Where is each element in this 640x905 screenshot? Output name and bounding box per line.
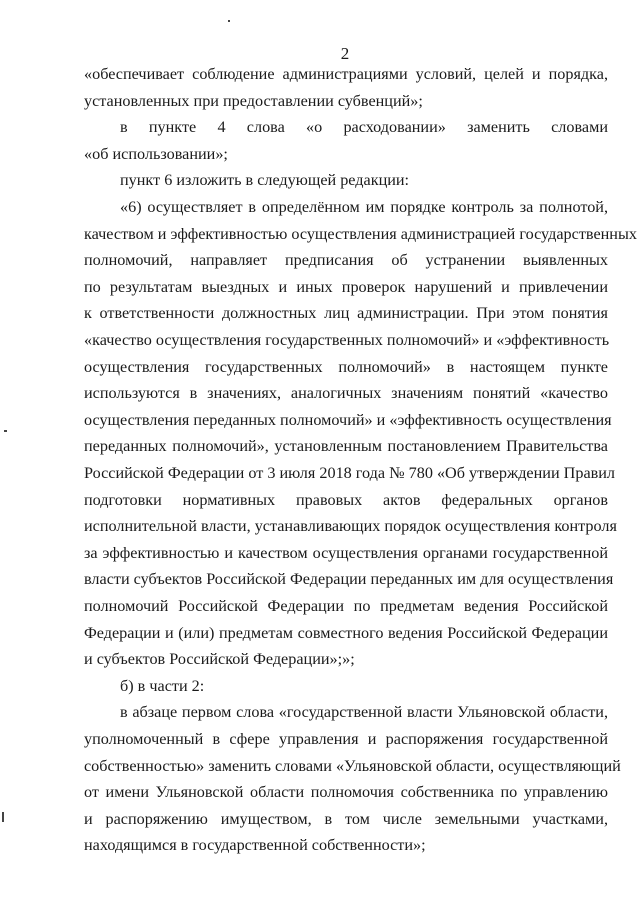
text-line: «6) осуществляет в определённом им порядке контроль за полнотой, <box>120 198 608 216</box>
text-line: полномочий Российской Федерации по предметам ведения Российской <box>84 597 608 615</box>
text-line: уполномоченный в сфере управления и распоряжения государственной <box>84 730 608 748</box>
text-line: и субъектов Российской Федерации»;»; <box>84 650 355 669</box>
text-line: «об использовании»; <box>84 144 228 163</box>
text-line: и распоряжению имуществом, в том числе земельными участками, <box>84 809 608 828</box>
text-line: качеством и эффективностью осуществления администрацией государственных <box>84 224 637 243</box>
text-line: подготовки нормативных правовых актов федеральных органов <box>84 490 608 509</box>
text-line: пункт 6 изложить в следующей редакции: <box>120 171 410 190</box>
text-line: в абзаце первом слова «государственной власти Ульяновской области, <box>120 703 608 722</box>
text-line: переданных полномочий», установленным постановлением Правительства <box>84 437 608 456</box>
scan-mark <box>4 430 7 432</box>
text-line: исполнительной власти, устанавливающих порядок осуществления контроля <box>84 517 617 536</box>
text-line: б) в части 2: <box>120 676 205 695</box>
text-line: собственностью» заменить словами «Ульяновской области, осуществляющий <box>84 756 621 775</box>
text-line: Российской Федерации от 3 июля 2018 года № 780 «Об утверждении Правил <box>84 464 616 482</box>
text-line: осуществления государственных полномочий» в настоящем пункте <box>84 357 608 376</box>
text-line: власти субъектов Российской Федерации переданных им для осуществления <box>84 570 614 589</box>
text-line: осуществления переданных полномочий» и «эффективность осуществления <box>84 410 612 429</box>
text-line: находящимся в государственной собственности»; <box>84 836 426 855</box>
scan-mark <box>228 20 230 22</box>
text-line: по результатам выездных и иных проверок нарушений и привлечении <box>84 277 608 296</box>
text-line: за эффективностью и качеством осуществления органами государственной <box>84 543 608 562</box>
text-line: «качество осуществления государственных полномочий» и «эффективность <box>84 331 610 349</box>
page-number: 2 <box>340 44 350 63</box>
text-line: полномочий, направляет предписания об устранении выявленных <box>84 251 608 270</box>
text-line: к ответственности должностных лиц администрации. При этом понятия <box>84 304 608 323</box>
text-line: установленных при предоставлении субвенций»; <box>84 91 423 110</box>
text-line: в пункте 4 слова «о расходовании» заменить словами <box>120 118 608 137</box>
text-line: «обеспечивает соблюдение администрациями условий, целей и порядка, <box>84 65 608 83</box>
text-line: от имени Ульяновской области полномочия собственника по управлению <box>84 783 608 802</box>
text-line: Федерации и (или) предметам совместного ведения Российской Федерации <box>84 623 608 642</box>
scan-mark <box>2 812 4 822</box>
text-line: используются в значениях, аналогичных значениям понятий «качество <box>84 384 608 403</box>
